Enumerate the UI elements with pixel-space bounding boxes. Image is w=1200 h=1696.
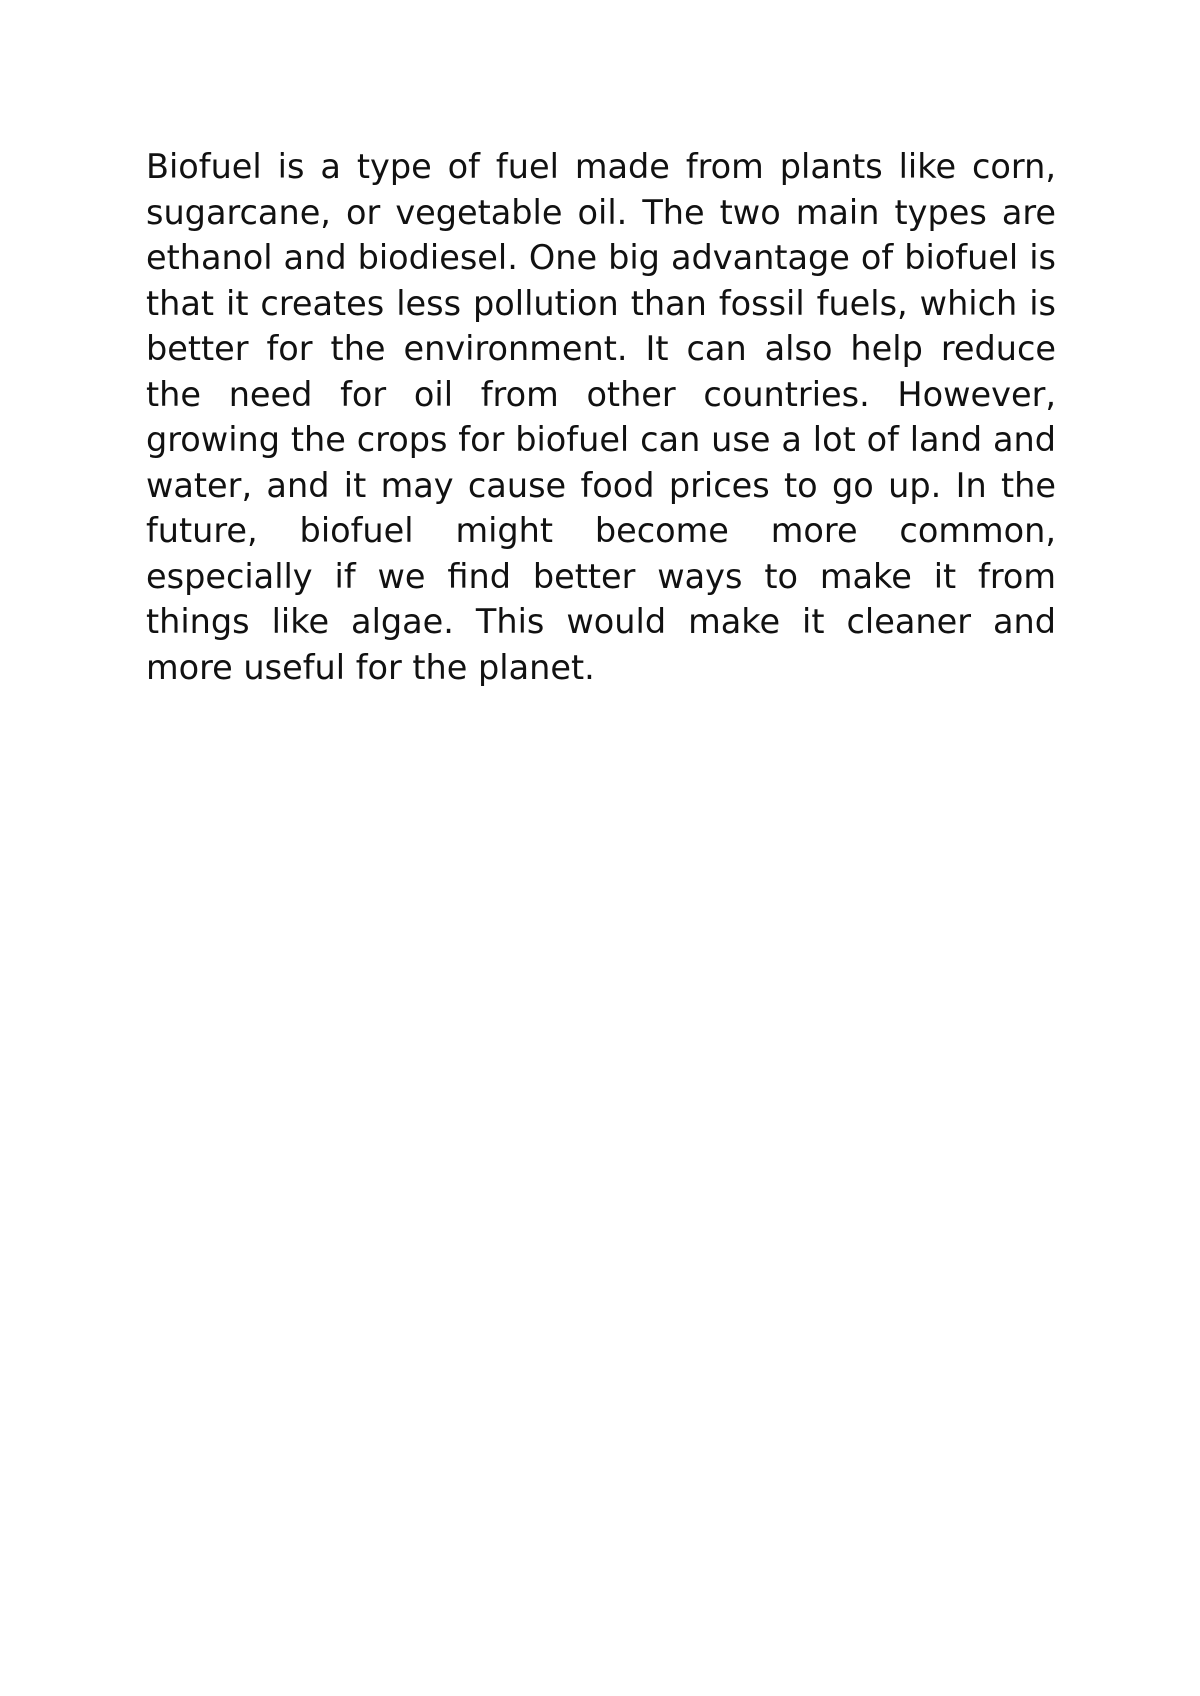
body-paragraph: Biofuel is a type of fuel made from plants like corn, sugarcane, or vegetable oil. The two main types are ethanol and biodiesel. One big advantage of biofuel is that it creates less pollution than fossil fuels, which is better for the environment. It can also help reduce the need for oil from other countries. However, growing the crops for biofuel can use a lot of land and water, and it may cause food prices to go up. In the future, biofuel might become more common, especially if we find better ways to make it from things like algae. This would make it cleaner and more useful for the planet.	[146, 147, 1056, 687]
